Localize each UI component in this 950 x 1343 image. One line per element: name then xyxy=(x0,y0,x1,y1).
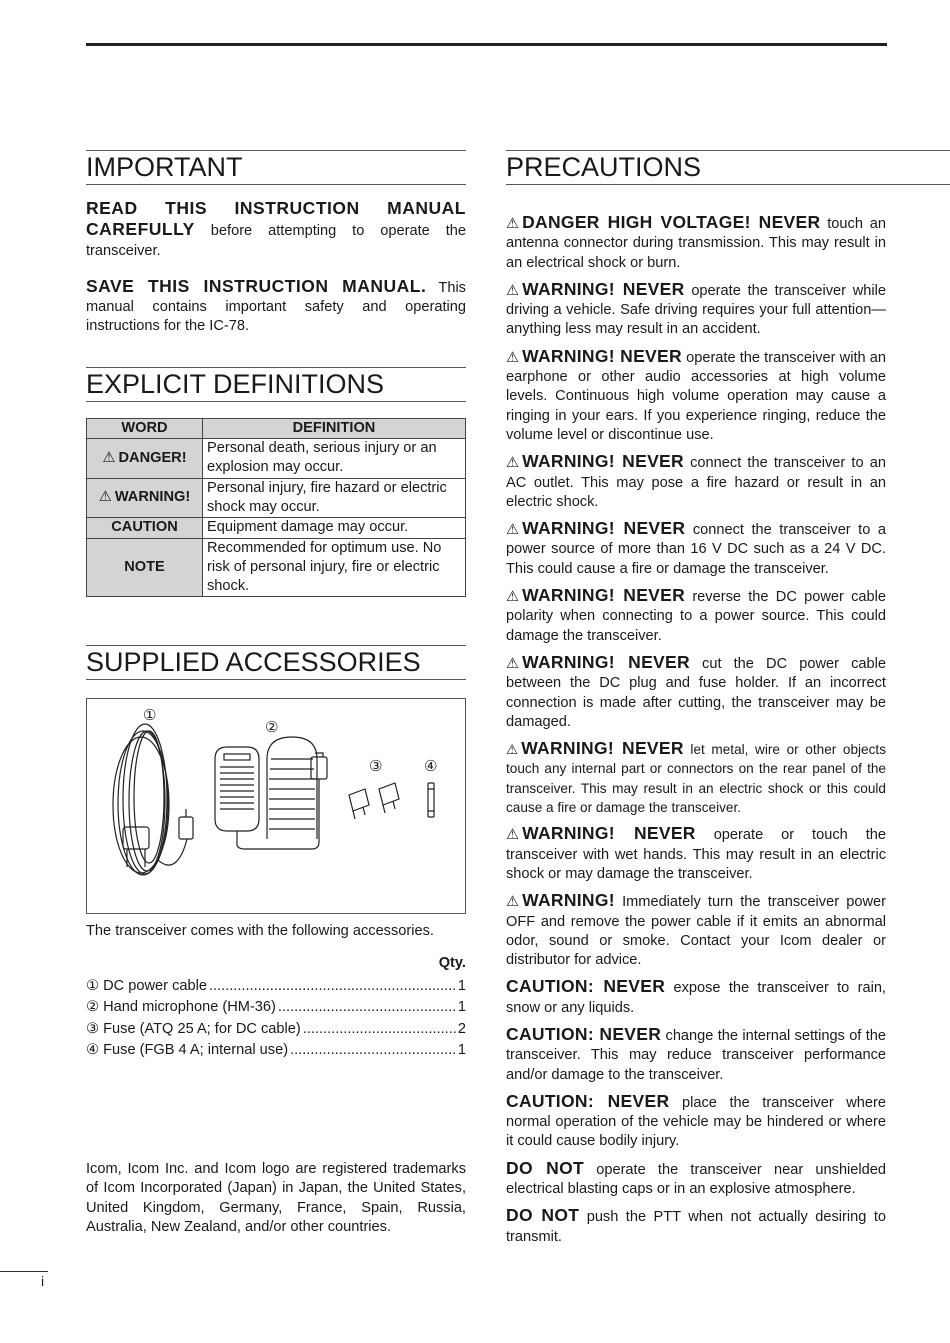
table-row xyxy=(87,478,466,518)
precaution-item xyxy=(506,452,886,512)
definitions-heading: EXPLICIT DEFINITIONS xyxy=(86,367,466,402)
precaution-text: push the PTT when not actually desiring to transmit. xyxy=(506,1209,886,1245)
precaution-keyword: CAUTION: NEVER xyxy=(506,1090,670,1111)
marker-2: ② xyxy=(265,718,279,737)
read-manual-paragraph xyxy=(86,199,466,261)
qty-label: Qty. xyxy=(438,954,466,971)
list-item: ① DC power cable ..... 1 xyxy=(86,976,466,998)
precaution-keyword: CAUTION: NEVER xyxy=(506,976,666,997)
warning-triangle-icon: ⚠ xyxy=(506,455,520,472)
precaution-item xyxy=(506,1025,886,1085)
definitions-table xyxy=(86,418,466,598)
column-word: WORD xyxy=(87,418,203,438)
fgb-fuse-icon xyxy=(428,783,434,817)
precaution-text: Immediately turn the transceiver power OFF and remove the power cable if it emits an abnormal odor, sound or smoke. Contact your Icom dealer or distributor for advice. xyxy=(506,894,886,969)
marker-3: ③ xyxy=(369,757,383,776)
warning-triangle-icon: ⚠ xyxy=(506,349,520,366)
read-manual-lead: READ THIS INSTRUCTION MANUAL CAREFULLY xyxy=(86,198,466,240)
precaution-keyword: WARNING! NEVER xyxy=(522,278,685,299)
warning-triangle-icon: ⚠ xyxy=(506,827,520,844)
precaution-item xyxy=(506,653,886,732)
accessories-heading: SUPPLIED ACCESSORIES xyxy=(86,645,466,680)
table-header-row xyxy=(87,418,466,438)
precaution-text: connect the transceiver to an AC outlet. This may pose a fire hazard or result in an electric shock. xyxy=(506,455,886,510)
word-cell: NOTE xyxy=(87,538,203,597)
precaution-text: touch an antenna connector during transmission. This may result in an electrical shock or burn. xyxy=(506,216,886,271)
precaution-keyword: WARNING! NEVER xyxy=(522,518,686,539)
warning-triangle-icon: ⚠ xyxy=(506,655,520,672)
trademark-notice: Icom, Icom Inc. and Icom logo are registered trademarks of Icom Incorporated (Japan) in Japan, the United States, United Kingdom, Germany, France, Spain, Russia, Australia, New Zealand, and/or other countries. xyxy=(86,1161,466,1235)
precaution-text: place the transceiver where normal operation of the vehicle may be hindered or where it could cause bodily injury. xyxy=(506,1094,886,1150)
definition-cell: Recommended for optimum use. No risk of personal injury, fire or electric shock. xyxy=(203,538,466,597)
save-manual-lead: SAVE THIS INSTRUCTION MANUAL. xyxy=(86,275,427,296)
precaution-keyword: WARNING! NEVER xyxy=(522,345,682,366)
word-cell: CAUTION xyxy=(87,518,203,538)
definition-cell: Personal injury, fire hazard or electric shock may occur. xyxy=(203,478,466,518)
top-rule xyxy=(86,43,887,46)
important-heading: IMPORTANT xyxy=(86,150,466,185)
left-column xyxy=(86,150,466,1062)
precaution-keyword: WARNING! NEVER xyxy=(522,585,686,606)
page-number: i xyxy=(41,1273,45,1289)
warning-triangle-icon: ⚠ xyxy=(506,742,519,758)
warning-triangle-icon: ⚠ xyxy=(506,522,520,539)
save-manual-paragraph xyxy=(86,277,466,337)
list-item: ② Hand microphone (HM-36) ..... 1 xyxy=(86,997,466,1019)
definition-cell: Equipment damage may occur. xyxy=(203,518,466,538)
precaution-text: operate the transceiver while driving a vehicle. Safe driving requires your full attention—anything less may result in an accident. xyxy=(506,282,886,338)
precaution-item xyxy=(506,519,886,579)
precaution-keyword: DANGER HIGH VOLTAGE! NEVER xyxy=(522,212,821,232)
precaution-keyword: CAUTION: NEVER xyxy=(506,1023,662,1044)
warning-triangle-icon: ⚠ xyxy=(506,894,520,911)
precaution-item xyxy=(506,586,886,646)
dc-cable-icon xyxy=(113,724,193,875)
right-column xyxy=(506,150,886,1254)
atq-fuse-icon xyxy=(349,783,399,819)
word-cell: ⚠ DANGER! xyxy=(87,439,203,479)
accessories-illustration xyxy=(86,698,466,914)
precaution-text: operate the transceiver near unshielded electrical blasting caps or in an explosive atmosphere. xyxy=(506,1161,887,1198)
accessories-intro: The transceiver comes with the following accessories. xyxy=(86,923,434,940)
precautions-heading: PRECAUTIONS xyxy=(506,150,950,185)
table-row xyxy=(87,518,466,538)
hand-microphone-icon xyxy=(215,737,327,849)
list-item: ④ Fuse (FGB 4 A; internal use) ..... 1 xyxy=(86,1040,466,1062)
precaution-item xyxy=(506,1159,886,1200)
precaution-text: operate the transceiver with an earphone or other audio accessories at high volume levels. Continuous high volume operation may cause a ringing in your ears. If you experience ringing, reduce the volume level or discontinue use. xyxy=(506,349,886,443)
precaution-text: connect the transceiver to a power source of more than 16 V DC such as a 24 V DC. This could cause a fire or damage the transceiver. xyxy=(506,522,886,577)
precaution-text: change the internal settings of the transceiver. This may reduce transceiver performance and/or damage to the transceiver. xyxy=(506,1027,886,1083)
warning-triangle-icon: ⚠ xyxy=(98,489,112,506)
precaution-keyword: WARNING! NEVER xyxy=(521,738,684,759)
word-cell: ⚠ WARNING! xyxy=(87,478,203,518)
warning-triangle-icon: ⚠ xyxy=(506,589,520,606)
precaution-keyword: WARNING! NEVER xyxy=(522,651,690,672)
precaution-item xyxy=(506,347,886,445)
precaution-item xyxy=(506,739,886,817)
precaution-item xyxy=(506,824,886,884)
precaution-text: let metal, wire or other objects touch any internal part or connectors on the rear panel of the transceiver. This may result in an electric shock or this could cause a fire or damage the transceiver. xyxy=(506,742,886,816)
warning-triangle-icon: ⚠ xyxy=(102,449,116,466)
save-manual-text: This manual contains important safety and operating instructions for the IC-78. xyxy=(86,279,466,335)
precaution-text: reverse the DC power cable polarity when connecting to a power source. This could damage the transceiver. xyxy=(506,589,887,644)
precaution-text: cut the DC power cable between the DC plug and fuse holder. If an incorrect connection is made after cutting, the transceiver may be damaged. xyxy=(506,655,886,730)
marker-1: ① xyxy=(143,706,157,725)
precaution-text: expose the transceiver to rain, snow or any liquids. xyxy=(506,980,886,1016)
accessories-drawing xyxy=(87,699,465,913)
precaution-item xyxy=(506,1206,886,1247)
precaution-keyword: WARNING! xyxy=(522,890,615,911)
column-definition: DEFINITION xyxy=(203,418,466,438)
warning-triangle-icon: ⚠ xyxy=(506,282,520,299)
precaution-keyword: WARNING! NEVER xyxy=(522,823,696,844)
precautions-list xyxy=(506,213,886,1247)
list-item: ③ Fuse (ATQ 25 A; for DC cable) ..... 2 xyxy=(86,1019,466,1041)
precaution-item xyxy=(506,891,886,970)
precaution-item xyxy=(506,280,886,340)
precaution-keyword: WARNING! NEVER xyxy=(522,451,684,472)
accessories-list xyxy=(86,976,466,1062)
precaution-text: operate or touch the transceiver with wet hands. This may result in an electric shock or may damage the transceiver. xyxy=(506,827,886,882)
precaution-keyword: DO NOT xyxy=(506,1157,585,1178)
table-row xyxy=(87,538,466,597)
read-manual-text: before attempting to operate the transceiver. xyxy=(86,223,466,259)
precaution-item xyxy=(506,213,886,273)
definition-cell: Personal death, serious injury or an explosion may occur. xyxy=(203,439,466,479)
precaution-keyword: DO NOT xyxy=(506,1205,580,1226)
page-marker-rule xyxy=(0,1271,48,1272)
precaution-item xyxy=(506,1092,886,1152)
warning-triangle-icon: ⚠ xyxy=(506,216,520,232)
marker-4: ④ xyxy=(424,757,438,776)
table-row xyxy=(87,439,466,479)
precaution-item xyxy=(506,977,886,1018)
